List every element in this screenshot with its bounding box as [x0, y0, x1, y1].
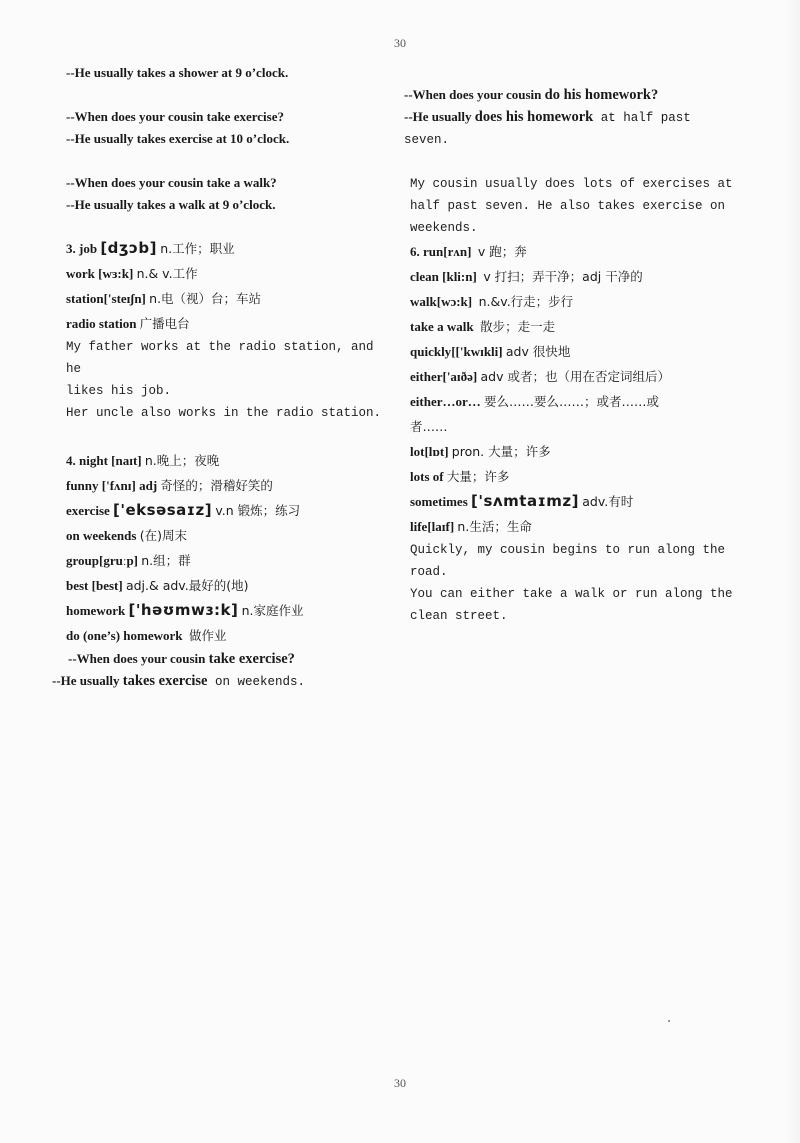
- vocab-entry-cont: [410, 414, 744, 439]
- vocab-entry: [66, 448, 386, 473]
- dialog-emphasis: does his homework: [474, 109, 594, 125]
- vocab-entry: [66, 261, 386, 286]
- example-sentence: clean street.: [410, 609, 508, 623]
- vocab-word: on weekends: [66, 528, 137, 543]
- dialog-text: --When does your cousin: [68, 651, 209, 666]
- intro-line: --He usually takes a shower at 9 o’clock.: [66, 65, 289, 80]
- dialog-text: --He usually: [52, 673, 123, 688]
- vocab-meaning: 要么……要么……；或者……或: [484, 394, 660, 409]
- vocab-word: do (one’s) homework: [66, 628, 183, 643]
- vocab-phonetic: [best]: [91, 578, 123, 593]
- paragraph-line: My cousin usually does lots of exercises at: [410, 177, 733, 191]
- vocab-entry: [66, 236, 386, 261]
- vocab-word: lot: [410, 444, 425, 459]
- vocab-word: life: [410, 519, 428, 534]
- vocab-meaning: (在)周末: [139, 528, 187, 543]
- vocab-phonetic: [dʒɔb]: [100, 239, 157, 257]
- vocab-word: 3. job: [66, 241, 98, 256]
- vocab-phonetic: [kli:n]: [442, 269, 477, 284]
- page-number-bottom: 30: [394, 1076, 406, 1090]
- vocab-entry: [66, 623, 386, 648]
- example-sentence: Her uncle also works in the radio station.: [66, 406, 382, 420]
- intro-line: --He usually takes exercise at 10 o’clock.: [66, 131, 290, 146]
- vocab-word: clean: [410, 269, 439, 284]
- left-column: [52, 62, 386, 693]
- vocab-meaning: pron. 大量；许多: [451, 444, 551, 459]
- vocab-meaning: v.n 锻炼；练习: [215, 503, 301, 518]
- vocab-word: either…or…: [410, 394, 481, 409]
- example-sentence: You can either take a walk or run along the: [410, 587, 733, 601]
- vocab-entry: [66, 311, 386, 336]
- vocab-entry: [410, 514, 744, 539]
- vocab-entry: [410, 364, 744, 389]
- vocab-meaning: 广播电台: [139, 316, 190, 331]
- vocab-meaning: 奇怪的；滑稽好笑的: [160, 478, 273, 493]
- vocab-phonetic: [gruːp]: [99, 553, 138, 568]
- intro-line: --He usually takes a walk at 9 o’clock.: [66, 197, 276, 212]
- vocab-word: exercise: [66, 503, 110, 518]
- vocab-phonetic: ['steɪʃn]: [103, 291, 146, 306]
- example-sentence: likes his job.: [66, 384, 172, 398]
- vocab-meaning: n.晚上；夜晚: [144, 453, 220, 468]
- vocab-entry: [410, 289, 744, 314]
- vocab-meaning: adv 或者；也（用在否定词组后）: [480, 369, 670, 384]
- dialog-answer: [52, 670, 386, 693]
- vocab-phonetic: [naɪt]: [111, 453, 142, 468]
- vocab-word: walk: [410, 294, 437, 309]
- vocab-meaning: v 跑；奔: [477, 244, 527, 259]
- vocab-entry: [410, 339, 744, 364]
- vocab-entry: [66, 598, 386, 623]
- dialog-emphasis: take exercise?: [208, 651, 295, 667]
- vocab-entry: [66, 573, 386, 598]
- vocab-word: best: [66, 578, 89, 593]
- vocab-entry: [66, 523, 386, 548]
- vocab-entry: [410, 264, 744, 289]
- vocab-entry: [410, 489, 744, 514]
- vocab-entry: [66, 286, 386, 311]
- vocab-word: quickly: [410, 344, 452, 359]
- vocab-meaning: 大量；许多: [446, 469, 510, 484]
- vocab-meaning: adv 很快地: [505, 344, 571, 359]
- vocab-meaning: 散步；走一走: [480, 319, 556, 334]
- vocab-phonetic: ['fʌnɪ] adj: [101, 478, 158, 493]
- vocab-word: 4. night: [66, 453, 108, 468]
- vocab-phonetic: [['kwɪkli]: [451, 344, 503, 359]
- dialog-emphasis: do his homework?: [544, 87, 659, 103]
- vocab-word: lots of: [410, 469, 444, 484]
- vocab-meaning: n.电（视）台；车站: [149, 291, 262, 306]
- vocab-entry: [66, 473, 386, 498]
- vocab-meaning: n.& v.工作: [136, 266, 198, 281]
- dialog-answer: [404, 106, 744, 129]
- vocab-phonetic: [lɒt]: [424, 444, 449, 459]
- vocab-section-6: [404, 239, 744, 627]
- example-sentence: road.: [410, 565, 448, 579]
- vocab-meaning: n.组；群: [141, 553, 191, 568]
- vocab-entry: [410, 464, 744, 489]
- example-sentence: Quickly, my cousin begins to run along the: [410, 543, 726, 557]
- paragraph-line: half past seven. He also takes exercise on: [410, 199, 726, 213]
- vocab-word: take a walk: [410, 319, 474, 334]
- vocab-meaning: n.&v.行走；步行: [478, 294, 574, 309]
- vocab-phonetic: [wɔ:k]: [436, 294, 473, 309]
- page-number-top: 30: [394, 36, 406, 50]
- vocab-entry: [66, 498, 386, 523]
- vocab-meaning: v 打扫；弄干净；adj 干净的: [483, 269, 643, 284]
- vocab-meaning: adj.& adv.最好的(地): [125, 578, 249, 593]
- dialog-text: --He usually: [404, 109, 475, 124]
- right-column: [404, 84, 744, 627]
- vocab-entry: [66, 548, 386, 573]
- vocab-phonetic: ['həʊmwɜ:k]: [128, 601, 239, 619]
- vocab-word: funny: [66, 478, 99, 493]
- vocab-entry: [410, 314, 744, 339]
- paragraph-line: weekends.: [410, 221, 478, 235]
- vocab-phonetic: [rʌn]: [443, 244, 472, 259]
- vocab-word: radio station: [66, 316, 137, 331]
- vocab-word: work: [66, 266, 95, 281]
- dialog-text: --When does your cousin: [404, 87, 545, 102]
- vocab-meaning: n.生活；生命: [457, 519, 532, 534]
- vocab-meaning: 做作业: [189, 628, 227, 643]
- dialog-text: at half past: [593, 111, 691, 125]
- vocab-word: group: [66, 553, 99, 568]
- vocab-word: station: [66, 291, 104, 306]
- intro-line: --When does your cousin take a walk?: [66, 175, 277, 190]
- dialog-emphasis: takes exercise: [122, 673, 208, 689]
- vocab-phonetic: [wɜ:k]: [98, 266, 134, 281]
- vocab-phonetic: ['aɪðə]: [442, 369, 478, 384]
- vocab-meaning: adv.有时: [582, 494, 634, 509]
- vocab-phonetic: ['sʌmtaɪmz]: [471, 492, 579, 510]
- dialog-question: [404, 84, 744, 106]
- vocab-word: 6. run: [410, 244, 444, 259]
- scan-shadow: [786, 0, 800, 1143]
- vocab-entry: [410, 439, 744, 464]
- vocab-phonetic: ['eksəsaɪz]: [113, 501, 213, 519]
- vocab-word: sometimes: [410, 494, 468, 509]
- vocab-entry: [410, 239, 744, 264]
- example-sentence: My father works at the radio station, and he: [66, 340, 374, 376]
- vocab-phonetic: [laɪf]: [427, 519, 455, 534]
- vocab-word: either: [410, 369, 443, 384]
- vocab-entry: [410, 389, 744, 414]
- vocab-word: homework: [66, 603, 126, 618]
- intro-line: --When does your cousin take exercise?: [66, 109, 284, 124]
- dialog-question: [68, 648, 386, 670]
- vocab-meaning: n.工作；职业: [160, 241, 235, 256]
- dialog-answer-cont: seven.: [404, 133, 450, 147]
- scan-speck: [668, 1020, 670, 1022]
- vocab-meaning: 者……: [410, 419, 448, 434]
- dialog-text: on weekends.: [207, 675, 306, 689]
- vocab-meaning: n.家庭作业: [241, 603, 304, 618]
